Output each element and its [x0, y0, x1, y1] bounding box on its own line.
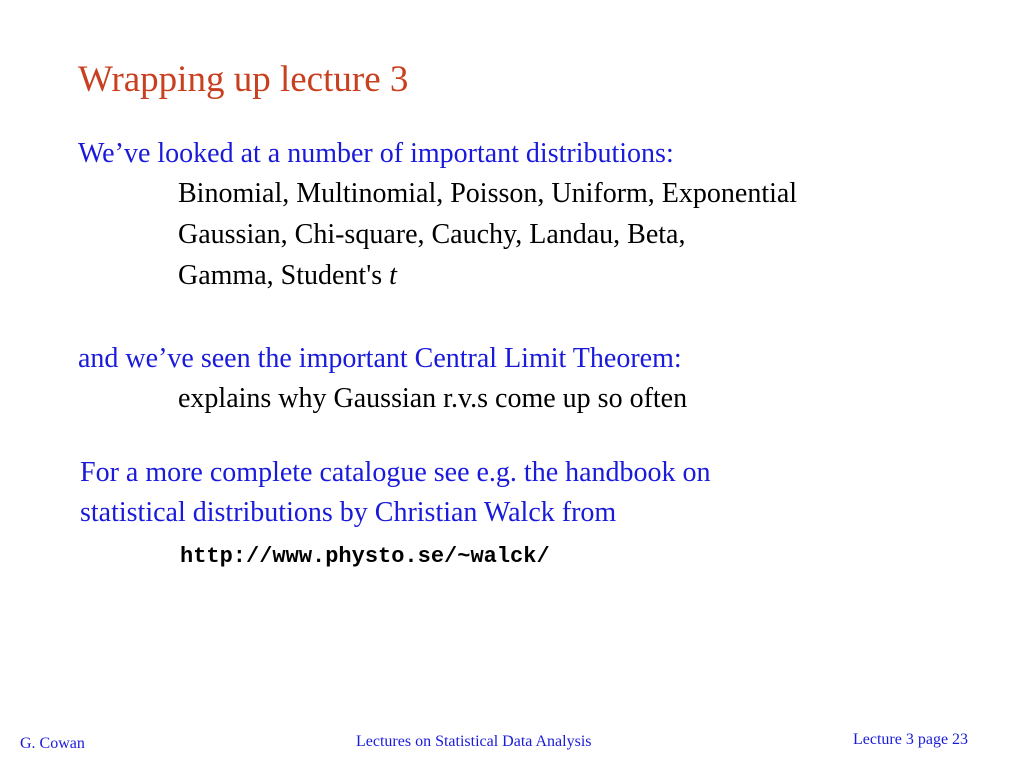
footer-course: Lectures on Statistical Data Analysis: [356, 733, 592, 750]
distributions-intro: We’ve looked at a number of important distributions:: [78, 138, 674, 169]
distributions-line-2: Gaussian, Chi-square, Cauchy, Landau, Beta,: [178, 219, 686, 250]
catalogue-line-1: For a more complete catalogue see e.g. the handbook on: [80, 457, 711, 488]
slide-title: Wrapping up lecture 3: [78, 59, 409, 100]
distributions-line-3: [178, 256, 397, 296]
student-t-italic: t: [389, 260, 397, 291]
clt-intro: and we’ve seen the important Central Limit Theorem:: [78, 343, 682, 374]
footer-author: G. Cowan: [20, 735, 85, 752]
distributions-line-1: Binomial, Multinomial, Poisson, Uniform, Exponential: [178, 178, 798, 209]
clt-explanation: explains why Gaussian r.v.s come up so often: [178, 383, 688, 414]
walck-url-link[interactable]: http://www.physto.se/~walck/: [180, 544, 550, 569]
footer-page-number: Lecture 3 page 23: [853, 731, 969, 748]
distributions-line-3-text: Gamma, Student's: [178, 260, 390, 291]
catalogue-line-2: statistical distributions by Christian Walck from: [80, 497, 617, 528]
